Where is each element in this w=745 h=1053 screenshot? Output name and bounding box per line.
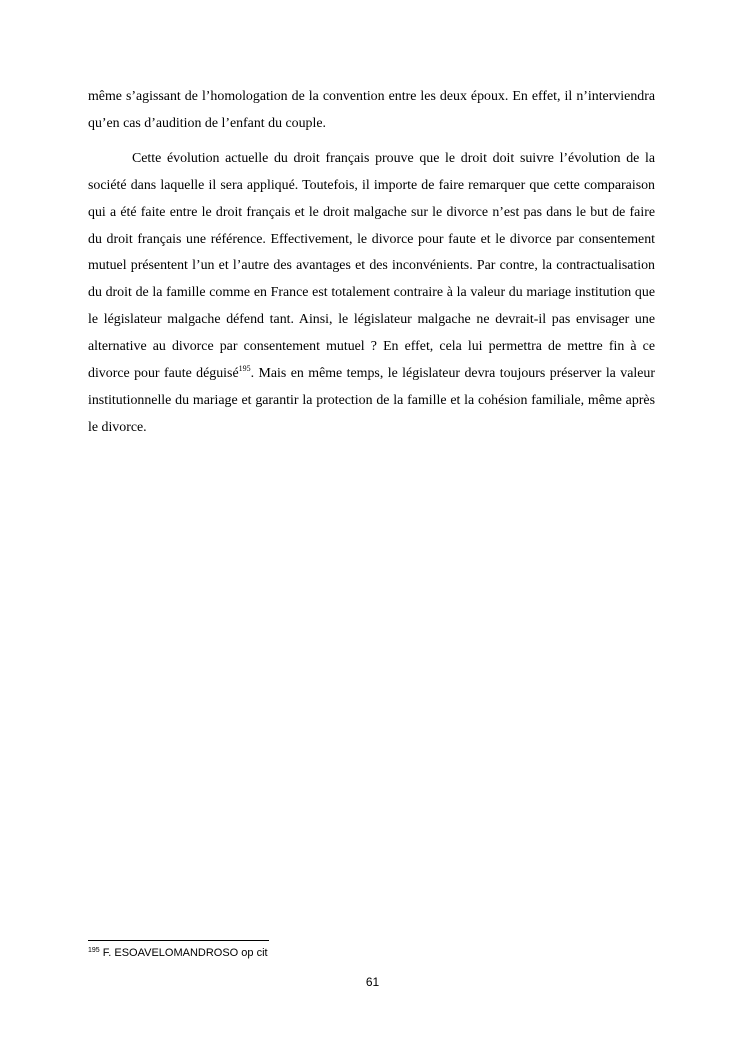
paragraph-continuation: même s’agissant de l’homologation de la convention entre les deux époux. En effet, il n’interviendra qu’en cas d’audition de l’enfant du couple. bbox=[88, 89, 655, 131]
page-number: 61 bbox=[365, 975, 380, 989]
footnote-text: F. ESOAVELOMANDROSO op cit bbox=[102, 947, 268, 959]
paragraph-main bbox=[88, 146, 655, 442]
body-text bbox=[88, 84, 655, 442]
footnote bbox=[88, 946, 268, 960]
paragraph-main-text: Cette évolution actuelle du droit français prouve que le droit doit suivre l’évolution de la société dans laquelle il sera appliqué. Toutefois, il importe de faire remarquer que cette comparaison qui a été faite entre le droit français et le droit malgache sur le divorce n’est pas dans le but de faire du droit français une référence. Effectivement, le divorce pour faute et le divorce par consentement mutuel présentent l’un et l’autre des avantages et des inconvénients. Par contre, la contractualisation du droit de la famille comme en France est totalement contraire à la valeur du mariage institution que le législateur malgache défend tant. Ainsi, le législateur malgache ne devrait-il pas envisager une alternative au divorce par consentement mutuel ? En effet, cela lui permettra de mettre fin à ce divorce pour faute déguisé bbox=[88, 150, 655, 382]
footnote-separator bbox=[88, 940, 269, 941]
paragraph-main-text-end: . Mais en même temps, le législateur devra toujours préserver la valeur institutionnelle du mariage et garantir la protection de la famille et la cohésion familiale, même après le divorce. bbox=[88, 366, 655, 435]
footnote-reference[interactable]: 195 bbox=[238, 364, 251, 374]
footnote-number: 195 bbox=[88, 947, 100, 954]
